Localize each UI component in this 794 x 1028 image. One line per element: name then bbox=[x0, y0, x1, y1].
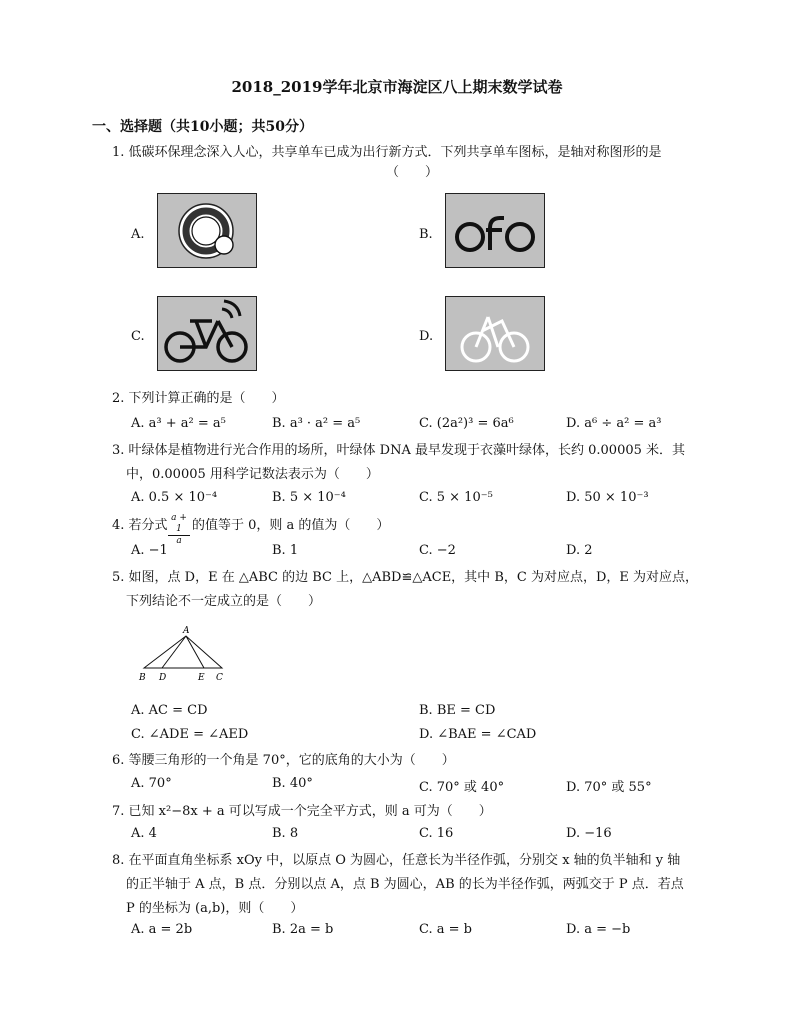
q4-frac-numerator: a + 1 bbox=[171, 513, 187, 534]
q8-line1: 8. 在平面直角坐标系 xOy 中，以原点 O 为圆心，任意长为半径作弧，分别交 x 轴的负半轴和 y 轴 bbox=[112, 853, 681, 868]
fig-label-c: C bbox=[216, 673, 223, 683]
page-title: 2018_2019学年北京市海淀区八上期末数学试卷 bbox=[231, 78, 563, 96]
fig-label-e: E bbox=[198, 673, 205, 683]
q8-line3: P 的坐标为 (a,b)，则（ ） bbox=[126, 901, 304, 916]
q5-option-c: C. ∠ADE = ∠AED bbox=[131, 727, 249, 742]
q4-option-a: A. −1 bbox=[131, 543, 168, 558]
q8-option-d: D. a = −b bbox=[566, 922, 631, 937]
q4-option-c: C. −2 bbox=[419, 543, 456, 558]
q1-logo-c bbox=[157, 296, 257, 371]
q1-label-a: A. bbox=[131, 227, 145, 242]
triangle-figure bbox=[134, 622, 234, 684]
q5-option-b: B. BE = CD bbox=[419, 703, 496, 718]
q4-option-d: D. 2 bbox=[566, 543, 593, 558]
q3-line2: 中，0.00005 用科学记数法表示为（ ） bbox=[126, 467, 379, 482]
q5-option-a: A. AC = CD bbox=[131, 703, 208, 718]
q1-paren: （ ） bbox=[386, 165, 439, 180]
q6-option-a: A. 70° bbox=[131, 776, 172, 791]
q7-stem: 7. 已知 x²−8x + a 可以写成一个完全平方式，则 a 可为（ ） bbox=[112, 804, 492, 819]
fig-label-d: D bbox=[159, 673, 167, 683]
q6-option-b: B. 40° bbox=[272, 776, 313, 791]
q5-line1: 5. 如图，点 D，E 在 △ABC 的边 BC 上，△ABD≌△ACE，其中 B，C 为对应点，D，E 为对应点， bbox=[112, 570, 698, 585]
q2-option-d: D. a⁶ ÷ a² = a³ bbox=[566, 416, 662, 431]
q4-frac-denominator: a bbox=[176, 536, 182, 546]
q4-pre: 4. 若分式 bbox=[112, 518, 168, 533]
bike-wifi-icon bbox=[158, 297, 256, 370]
fig-label-b: B bbox=[139, 673, 146, 683]
q1-label-c: C. bbox=[131, 329, 145, 344]
bike-outline-icon bbox=[446, 297, 544, 370]
q1-logo-d bbox=[445, 296, 545, 371]
fig-label-a: A bbox=[183, 626, 190, 636]
q3-line1: 3. 叶绿体是植物进行光合作用的场所，叶绿体 DNA 最早发现于衣藻叶绿体，长约 0.00005 米．其 bbox=[112, 443, 686, 458]
q1-label-b: B. bbox=[419, 227, 433, 242]
q3-option-c: C. 5 × 10⁻⁵ bbox=[419, 490, 493, 505]
q3-option-d: D. 50 × 10⁻³ bbox=[566, 490, 649, 505]
q3-option-a: A. 0.5 × 10⁻⁴ bbox=[131, 490, 218, 505]
q5-line2: 下列结论不一定成立的是（ ） bbox=[126, 594, 322, 609]
q2-stem: 2. 下列计算正确的是（ ） bbox=[112, 391, 285, 406]
q5-option-d: D. ∠BAE = ∠CAD bbox=[419, 727, 537, 742]
q1-logo-b bbox=[445, 193, 545, 268]
ofo-logo-icon bbox=[446, 194, 544, 267]
q2-option-b: B. a³ · a² = a⁵ bbox=[272, 416, 361, 431]
q8-option-b: B. 2a = b bbox=[272, 922, 334, 937]
q6-option-c: C. 70° 或 40° bbox=[419, 780, 505, 795]
q1-logo-a bbox=[157, 193, 257, 268]
section-heading: 一、选择题（共10小题；共50分） bbox=[92, 119, 313, 135]
q2-option-c: C. (2a²)³ = 6a⁶ bbox=[419, 416, 514, 431]
q1-stem: 1. 低碳环保理念深入人心，共享单车已成为出行新方式．下列共享单车图标，是轴对称图形的是 bbox=[112, 145, 662, 160]
q8-option-c: C. a = b bbox=[419, 922, 472, 937]
q6-stem: 6. 等腰三角形的一个角是 70°，它的底角的大小为（ ） bbox=[112, 753, 455, 768]
q8-option-a: A. a = 2b bbox=[131, 922, 193, 937]
q8-line2: 的正半轴于 A 点，B 点．分别以点 A，点 B 为圆心，AB 的长为半径作弧，两弧交于 P 点．若点 bbox=[126, 877, 684, 892]
q7-option-b: B. 8 bbox=[272, 826, 299, 841]
q6-option-d: D. 70° 或 55° bbox=[566, 780, 652, 795]
q1-label-d: D. bbox=[419, 329, 434, 344]
q2-option-a: A. a³ + a² = a⁵ bbox=[131, 416, 226, 431]
q3-option-b: B. 5 × 10⁻⁴ bbox=[272, 490, 346, 505]
q4-option-b: B. 1 bbox=[272, 543, 299, 558]
q7-option-d: D. −16 bbox=[566, 826, 612, 841]
mobike-style-icon bbox=[158, 194, 256, 267]
q7-option-a: A. 4 bbox=[131, 826, 157, 841]
q7-option-c: C. 16 bbox=[419, 826, 454, 841]
q4-post: 的值等于 0，则 a 的值为（ ） bbox=[192, 518, 390, 533]
q4-fraction bbox=[168, 513, 190, 547]
